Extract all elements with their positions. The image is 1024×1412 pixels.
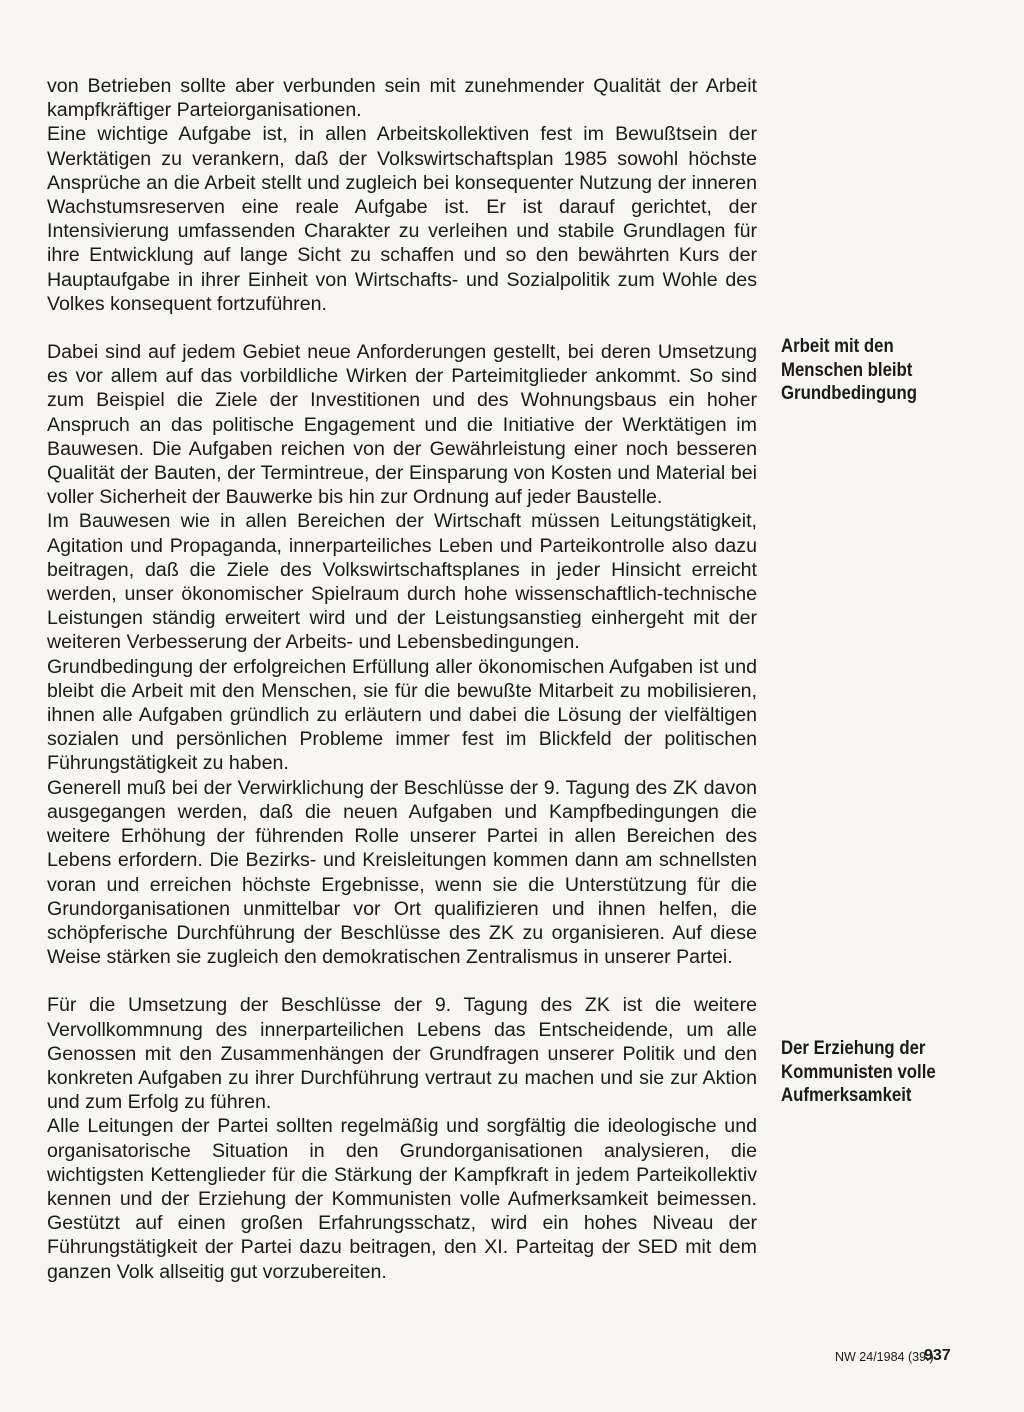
source-reference: NW 24/1984 (39.) (835, 1350, 934, 1364)
paragraph: Alle Leitungen der Partei sollten regelmäßig und sorgfältig die ideologische und organisatorische Situation in den Grundorganisationen analysieren, die wichtigsten Kettenglieder für die Stärkung der Kampfkraft in jedem Parteikollektiv kennen und der Erziehung der Kommunisten volle Aufmerksamkeit beimessen. Gestützt auf einen großen Erfahrungsschatz, wird ein hohes Niveau der Führungstätigkeit der Partei dazu beitragen, den XI. Parteitag der SED mit dem ganzen Volk allseitig gut vorzubereiten. (47, 1115, 757, 1283)
sidenote-heading: Der Erziehung der Kommunisten volle Aufmerksamkeit (781, 1037, 936, 1106)
page-number: 937 (924, 1347, 951, 1364)
sidenote-heading: Arbeit mit den Menschen bleibt Grundbedingung (781, 335, 918, 404)
paragraph: Eine wichtige Aufgabe ist, in allen Arbeitskollektiven fest im Bewußtsein der Werktätigen zu verankern, daß der Volkswirtschaftsplan 1985 sowohl höchste Ansprüche an die Arbeit stellt und zugleich bei konsequenter Nutzung der inneren Wachstumsreserven eine reale Aufgabe ist. Er ist darauf gerichtet, der Intensivierung umfassenden Charakter zu verleihen und stabile Grundlagen für ihre Entwicklung auf lange Sicht zu schaffen und so den bewährten Kurs der Hauptaufgabe in ihrer Einheit von Wirtschafts- und Sozialpolitik zum Wohle des Volkes konsequent fortzuführen. (47, 123, 757, 315)
body-text (47, 74, 757, 1284)
paragraph: Im Bauwesen wie in allen Bereichen der Wirtschaft müssen Leitungstätigkeit, Agitation und Propaganda, innerparteiliches Leben und Parteikontrolle also dazu beitragen, daß die Ziele des Volkswirtschaftsplanes in jeder Hinsicht erreicht werden, unser ökonomischer Spielraum durch hohe wissenschaftlich-technische Leistungen ständig erweitert wird und der Leistungsanstieg einhergeht mit der weiteren Verbesserung der Arbeits- und Lebensbedingungen. (47, 510, 757, 654)
paragraph: Generell muß bei der Verwirklichung der Beschlüsse der 9. Tagung des ZK davon ausgegangen werden, daß die neuen Aufgaben und Kampfbedingungen die weitere Erhöhung der führenden Rolle unserer Partei in allen Bereichen des Lebens erfordern. Die Bezirks- und Kreisleitungen kommen dann am schnellsten voran und erreichen höchste Ergebnisse, wenn sie die Unterstützung für die Grundorganisationen unmittelbar vor Ort qualifizieren und ihnen helfen, die schöpferische Durchführung der Beschlüsse des ZK zu organisieren. Auf diese Weise stärken sie zugleich den demokratischen Zentralismus in unserer Partei. (47, 776, 757, 969)
paragraph: Dabei sind auf jedem Gebiet neue Anforderungen gestellt, bei deren Umsetzung es vor allem auf das vorbildliche Wirken der Parteimitglieder ankommt. So sind zum Beispiel die Ziele der Investitionen und des Wohnungsbaus ein hoher Anspruch an das politische Engagement und die Initiative der Werktätigen im Bauwesen. Die Aufgaben reichen von der Gewährleistung einer noch besseren Qualität der Bauten, der Termintreue, der Einsparung von Kosten und Material bei voller Sicherheit der Bauwerke bis hin zur Ordnung auf jeder Baustelle. (47, 341, 757, 509)
paragraph: von Betrieben sollte aber verbunden sein mit zunehmender Qualität der Arbeit kampfkräftiger Parteiorganisationen. (47, 75, 757, 122)
paragraph: Grundbedingung der erfolgreichen Erfüllung aller ökonomischen Aufgaben ist und bleibt die Arbeit mit den Menschen, sie für die bewußte Mitarbeit zu mobilisieren, ihnen alle Aufgaben gründlich zu erläutern und dabei die Lösung der vielfältigen sozialen und persönlichen Probleme immer fest im Blickfeld der politischen Führungstätigkeit zu haben. (47, 655, 757, 775)
paragraph: Für die Umsetzung der Beschlüsse der 9. Tagung des ZK ist die weitere Vervollkommnung des innerparteilichen Lebens das Entscheidende, um alle Genossen mit den Zusammenhängen der Grundfragen unserer Politik und den konkreten Aufgaben zu ihrer Durchführung vertraut zu machen und sie zur Aktion und zum Erfolg zu führen. (47, 994, 757, 1114)
